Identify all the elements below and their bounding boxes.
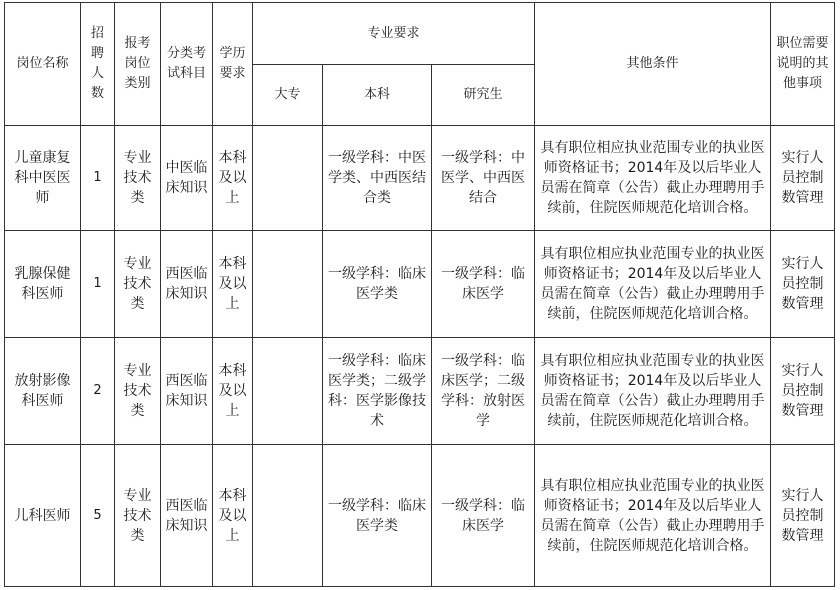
cell-exam-subject: 西医临床知识 bbox=[161, 445, 213, 587]
cell-undergraduate: 一级学科：临床医学类 bbox=[323, 445, 432, 587]
cell-category: 专业技术类 bbox=[115, 445, 161, 587]
header-count: 招聘人数 bbox=[81, 3, 115, 126]
cell-count: 1 bbox=[81, 231, 115, 338]
cell-postgraduate: 一级学科：临床医学；二级学科：放射医学 bbox=[432, 338, 535, 445]
cell-education: 本科及以上 bbox=[213, 231, 253, 338]
header-notes: 职位需要说明的其他事项 bbox=[771, 3, 835, 126]
cell-postgraduate: 一级学科：中医学、中西医结合 bbox=[432, 126, 535, 231]
cell-undergraduate: 一级学科：临床医学类；二级学科：医学影像技术 bbox=[323, 338, 432, 445]
cell-position-name: 乳腺保健科医师 bbox=[5, 231, 81, 338]
cell-category: 专业技术类 bbox=[115, 126, 161, 231]
cell-junior-college bbox=[253, 338, 323, 445]
header-postgraduate: 研究生 bbox=[432, 65, 535, 126]
header-exam-subject: 分类考试科目 bbox=[161, 3, 213, 126]
header-major-group: 专业要求 bbox=[253, 3, 535, 65]
table-row bbox=[5, 338, 835, 445]
cell-position-name: 儿科医师 bbox=[5, 445, 81, 587]
header-other-conditions: 其他条件 bbox=[535, 3, 771, 126]
cell-notes: 实行人员控制数管理 bbox=[771, 338, 835, 445]
header-row bbox=[5, 3, 835, 65]
cell-position-name: 放射影像科医师 bbox=[5, 338, 81, 445]
header-category: 报考岗位类别 bbox=[115, 3, 161, 126]
cell-count: 1 bbox=[81, 126, 115, 231]
header-education: 学历要求 bbox=[213, 3, 253, 126]
cell-count: 2 bbox=[81, 338, 115, 445]
cell-category: 专业技术类 bbox=[115, 231, 161, 338]
cell-junior-college bbox=[253, 445, 323, 587]
cell-category: 专业技术类 bbox=[115, 338, 161, 445]
cell-education: 本科及以上 bbox=[213, 126, 253, 231]
cell-exam-subject: 西医临床知识 bbox=[161, 231, 213, 338]
cell-other-conditions: 具有职位相应执业范围专业的执业医师资格证书；2014年及以后毕业人员需在简章（公告）截止办理聘用手续前，住院医师规范化培训合格。 bbox=[535, 231, 771, 338]
cell-education: 本科及以上 bbox=[213, 445, 253, 587]
cell-postgraduate: 一级学科：临床医学 bbox=[432, 445, 535, 587]
header-position-name: 岗位名称 bbox=[5, 3, 81, 126]
cell-undergraduate: 一级学科：临床医学类 bbox=[323, 231, 432, 338]
cell-exam-subject: 西医临床知识 bbox=[161, 338, 213, 445]
table-row bbox=[5, 231, 835, 338]
recruitment-table bbox=[4, 2, 835, 587]
cell-notes: 实行人员控制数管理 bbox=[771, 231, 835, 338]
header-undergraduate: 本科 bbox=[323, 65, 432, 126]
cell-exam-subject: 中医临床知识 bbox=[161, 126, 213, 231]
cell-count: 5 bbox=[81, 445, 115, 587]
cell-postgraduate: 一级学科：临床医学 bbox=[432, 231, 535, 338]
cell-junior-college bbox=[253, 231, 323, 338]
cell-notes: 实行人员控制数管理 bbox=[771, 126, 835, 231]
cell-other-conditions: 具有职位相应执业范围专业的执业医师资格证书；2014年及以后毕业人员需在简章（公告）截止办理聘用手续前，住院医师规范化培训合格。 bbox=[535, 338, 771, 445]
cell-other-conditions: 具有职位相应执业范围专业的执业医师资格证书；2014年及以后毕业人员需在简章（公告）截止办理聘用手续前，住院医师规范化培训合格。 bbox=[535, 445, 771, 587]
header-junior-college: 大专 bbox=[253, 65, 323, 126]
cell-junior-college bbox=[253, 126, 323, 231]
cell-other-conditions: 具有职位相应执业范围专业的执业医师资格证书；2014年及以后毕业人员需在简章（公告）截止办理聘用手续前，住院医师规范化培训合格。 bbox=[535, 126, 771, 231]
cell-notes: 实行人员控制数管理 bbox=[771, 445, 835, 587]
cell-position-name: 儿童康复科中医医师 bbox=[5, 126, 81, 231]
table-row bbox=[5, 126, 835, 231]
cell-undergraduate: 一级学科：中医学类、中西医结合类 bbox=[323, 126, 432, 231]
table-row bbox=[5, 445, 835, 587]
cell-education: 本科及以上 bbox=[213, 338, 253, 445]
